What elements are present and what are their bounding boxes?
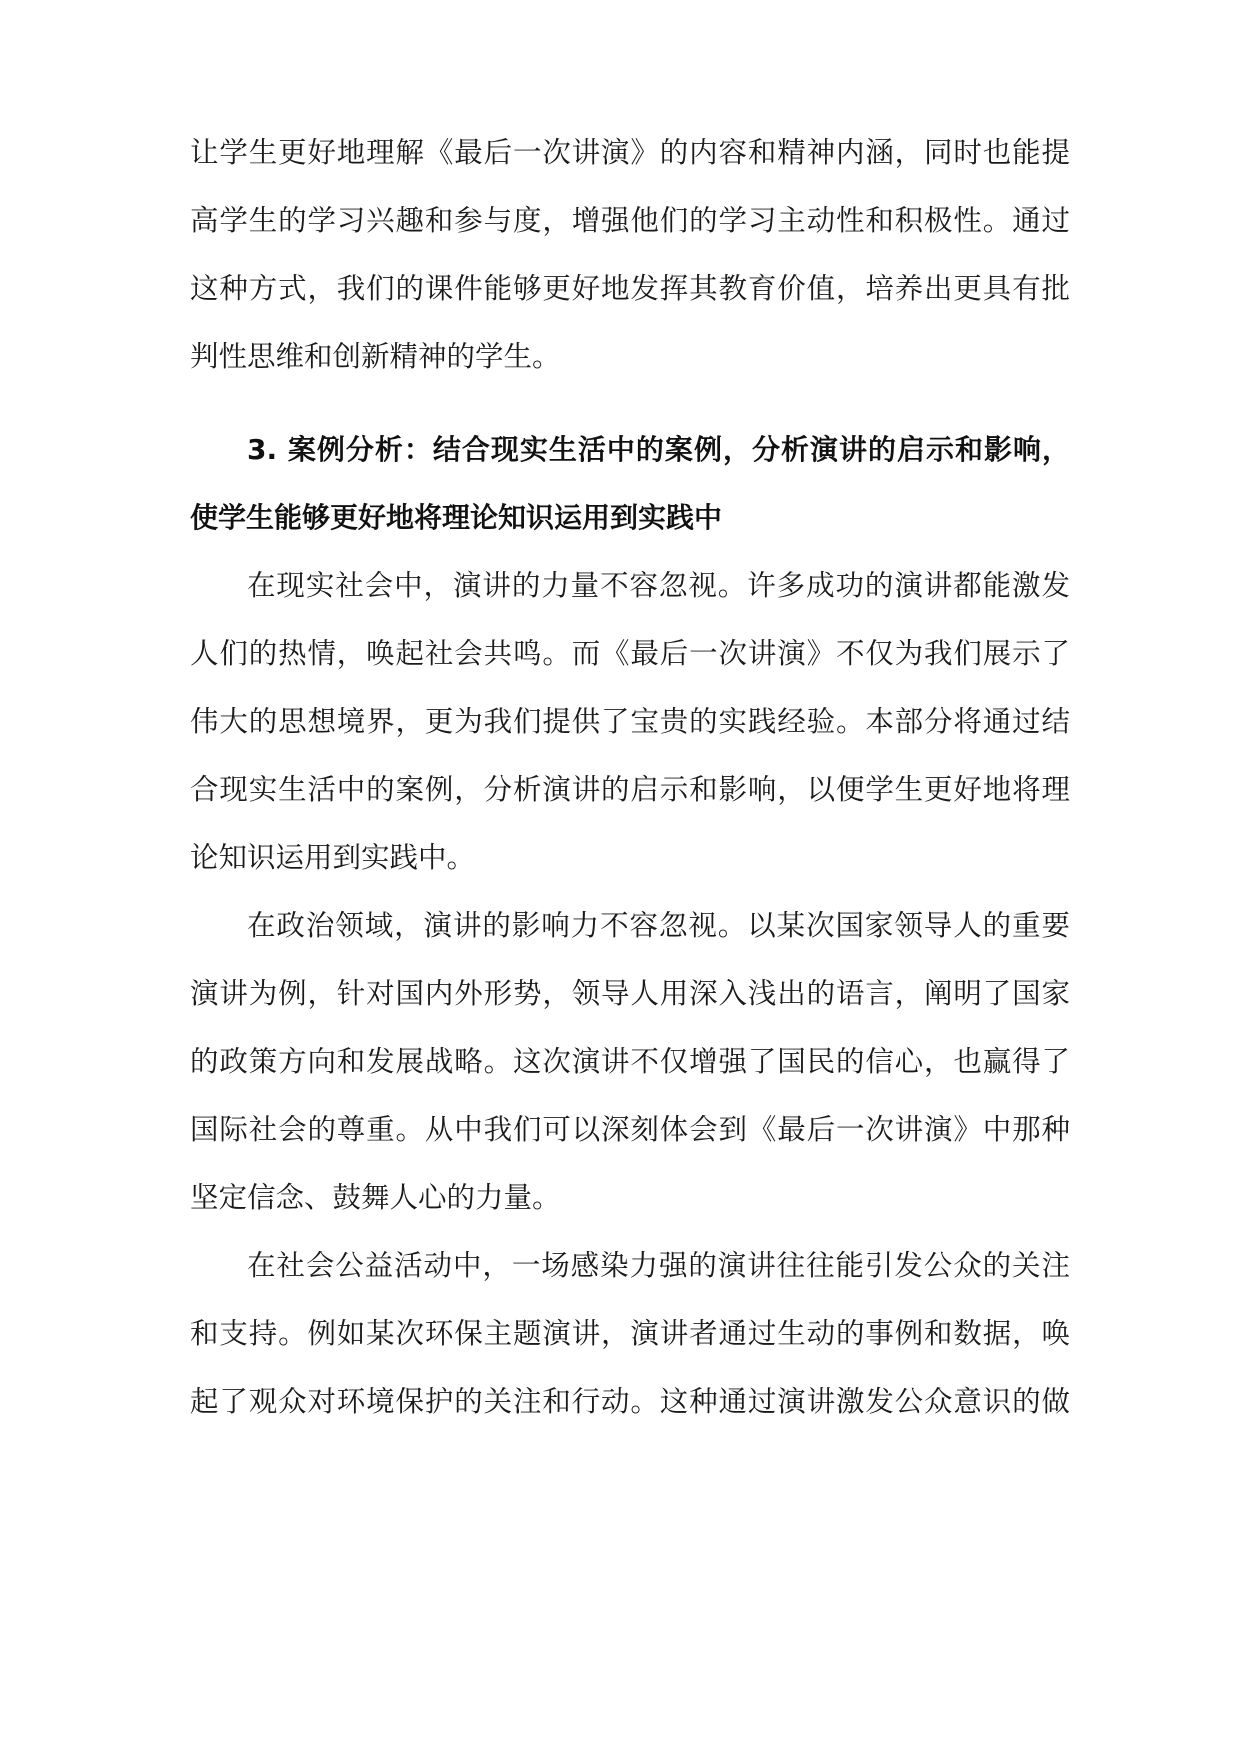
paragraph-line: 让学生更好地理解《最后一次讲演》的内容和精神内涵，同时也能提: [190, 136, 1070, 169]
paragraph-line: 人们的热情，唤起社会共鸣。而《最后一次讲演》不仅为我们展示了: [190, 637, 1070, 670]
paragraph-line: 合现实生活中的案例，分析演讲的启示和影响，以便学生更好地将理: [190, 773, 1070, 806]
paragraph-line: 在社会公益活动中，一场感染力强的演讲往往能引发公众的关注: [247, 1249, 1070, 1282]
paragraph-line: 在现实社会中，演讲的力量不容忽视。许多成功的演讲都能激发: [247, 569, 1070, 602]
paragraph-line: 论知识运用到实践中。: [190, 841, 476, 874]
paragraph-line: 坚定信念、鼓舞人心的力量。: [190, 1181, 561, 1214]
section-heading: 3. 案例分析：结合现实生活中的案例，分析演讲的启示和影响，: [247, 433, 1070, 466]
paragraph-line: 高学生的学习兴趣和参与度，增强他们的学习主动性和积极性。通过: [190, 204, 1070, 237]
paragraph-line: 演讲为例，针对国内外形势，领导人用深入浅出的语言，阐明了国家: [190, 977, 1070, 1010]
paragraph-line: 起了观众对环境保护的关注和行动。这种通过演讲激发公众意识的做: [190, 1385, 1070, 1418]
paragraph-line: 在政治领域，演讲的影响力不容忽视。以某次国家领导人的重要: [247, 909, 1070, 942]
paragraph-line: 和支持。例如某次环保主题演讲，演讲者通过生动的事例和数据，唤: [190, 1317, 1070, 1350]
paragraph-line: 伟大的思想境界，更为我们提供了宝贵的实践经验。本部分将通过结: [190, 705, 1070, 738]
paragraph-line: 的政策方向和发展战略。这次演讲不仅增强了国民的信心，也赢得了: [190, 1045, 1070, 1078]
section-heading: 使学生能够更好地将理论知识运用到实践中: [190, 501, 723, 534]
paragraph-line: 这种方式，我们的课件能够更好地发挥其教育价值，培养出更具有批: [190, 272, 1070, 305]
paragraph-line: 国际社会的尊重。从中我们可以深刻体会到《最后一次讲演》中那种: [190, 1113, 1070, 1146]
paragraph-line: 判性思维和创新精神的学生。: [190, 340, 561, 373]
